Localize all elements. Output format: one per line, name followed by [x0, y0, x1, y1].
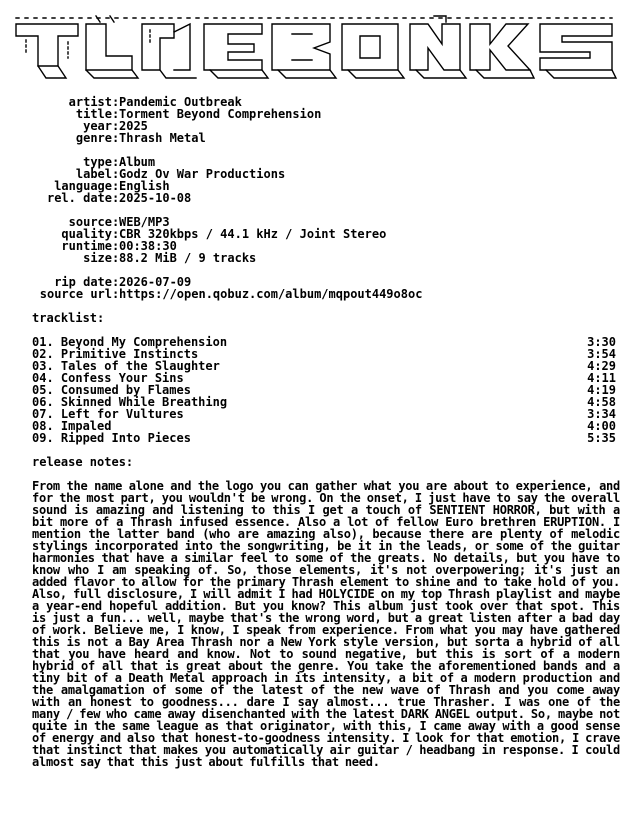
logo-letter-3: [142, 24, 196, 78]
meta-key: label: [75, 167, 112, 181]
track-title: 08. Impaled: [32, 419, 112, 433]
meta-row-quality: quality : CBR 320kbps / 44.1 kHz / Joint Stereo: [12, 228, 612, 240]
meta-row-rip-date: rip date : 2026-07-09: [12, 276, 612, 288]
meta-value: 2026-07-09: [119, 275, 192, 289]
meta-key: source url: [39, 287, 112, 301]
meta-row-runtime: runtime : 00:38:30: [12, 240, 612, 252]
logo-letter-1: [16, 24, 78, 78]
track-title: 07. Left for Vultures: [32, 407, 184, 421]
track-row: [32, 432, 616, 444]
meta-key: genre: [75, 131, 112, 145]
track-duration: 5:35: [587, 431, 616, 445]
logo-letter-2: [86, 16, 138, 78]
track-title: 03. Tales of the Slaughter: [32, 359, 220, 373]
release-metadata: [12, 96, 612, 300]
track-title: 06. Skinned While Breathing: [32, 395, 228, 409]
track-title: 01. Beyond My Comprehension: [32, 335, 228, 349]
track-duration: 3:30: [587, 335, 616, 349]
meta-value: WEB/MP3: [119, 215, 170, 229]
meta-row-title: title : Torment Beyond Comprehension: [12, 108, 612, 120]
meta-row-size: size : 88.2 MiB / 9 tracks: [12, 252, 612, 264]
meta-key: source: [68, 215, 112, 229]
track-title: 02. Primitive Instincts: [32, 347, 199, 361]
meta-row-source-url: source url : https://open.qobuz.com/album/mqpout449o8oc: [12, 288, 612, 300]
meta-row-rel-date: rel. date : 2025-10-08: [12, 192, 612, 204]
meta-value: Torment Beyond Comprehension: [119, 107, 322, 121]
track-title: 05. Consumed by Flames: [32, 383, 191, 397]
track-duration: 4:58: [587, 395, 616, 409]
meta-row-type: type : Album: [12, 156, 612, 168]
meta-row-source: source : WEB/MP3: [12, 216, 612, 228]
meta-value: Godz Ov War Productions: [119, 167, 286, 181]
meta-row-label: label : Godz Ov War Productions: [12, 168, 612, 180]
track-duration: 4:11: [587, 371, 616, 385]
meta-value: 88.2 MiB / 9 tracks: [119, 251, 257, 265]
group-logo-ascii-art: [14, 14, 618, 82]
meta-value: 2025-10-08: [119, 191, 192, 205]
logo-letter-7: [410, 16, 466, 78]
track-duration: 3:34: [587, 407, 616, 421]
meta-value: CBR 320kbps / 44.1 kHz / Joint Stereo: [119, 227, 387, 241]
meta-value: 2025: [119, 119, 148, 133]
meta-value: Pandemic Outbreak: [119, 95, 242, 109]
meta-value: Album: [119, 155, 156, 169]
track-title: 04. Confess Your Sins: [32, 371, 184, 385]
meta-key: rip date: [54, 275, 112, 289]
logo-letter-9: [540, 24, 616, 78]
track-duration: 4:19: [587, 383, 616, 397]
meta-key: type: [83, 155, 112, 169]
meta-row-genre: genre : Thrash Metal: [12, 132, 612, 144]
meta-key: rel. date: [46, 191, 112, 205]
meta-key: language: [54, 179, 112, 193]
release-notes-heading: release notes:: [32, 455, 134, 469]
meta-value: English: [119, 179, 170, 193]
meta-value: Thrash Metal: [119, 131, 206, 145]
track-duration: 3:54: [587, 347, 616, 361]
track-duration: 4:29: [587, 359, 616, 373]
logo-letter-5: [272, 24, 336, 78]
meta-key: runtime: [61, 239, 112, 253]
meta-key: artist: [68, 95, 112, 109]
release-notes-body: From the name alone and the logo you can gather what you are about to experience, and for the most part, you wouldn't be wrong. On the onset, I just have to say the overall sound is amazing and listening to this I get a touch of SENTIENT HORROR, but with a bit more of a Thrash infused essence. Also a lot of fellow Euro brethren ERUPTION. I mention the latter band (who are amazing also), because there are plenty of melodic stylings incorporated into the songwriting, be it in the leads, or some of the guitar harmonies that have a similar feel to some of the greats. No details, but you have to know who I am speaking of. So, those elements, it's not overpowering; it's just an added flavor to allow for the primary Thrash element to shine and to take hold of you. Also, full disclosure, I will admit I had HOLYCIDE on my top Thrash playlist and maybe a year-end hopeful addition. But you know? This album just took over that spot. This is just a fun... well, maybe that's the wrong word, but a great listen after a bad day of work. Believe me, I know, I speak from experience. From what you may have gathered this is not a Bay Area Thrash nor a New York style version, but sorta a hybrid of all that you have heard and know. Not to sound negative, but this is sort of a modern hybrid of all that is great about the genre. You take the aforementioned bands and a tiny bit of a Death Metal approach in its intensity, a bit of a modern production and the amalgamation of some of the latest of the new wave of Thrash and you come away with an honest to goodness... dare I say almost... true Thrasher. I was one of the many / few who came away disenchanted with the latest DARK ANGEL output. So, maybe not quite in the same league as that originator, with this, I came away with a good sense of energy and also that honest-to-goodness intensity. I look for that emotion, I crave that instinct that makes you automatically air guitar / headbang in response. I could almost say that this just about fulfills that need.: [32, 479, 620, 769]
meta-value: 00:38:30: [119, 239, 177, 253]
track-row: [32, 408, 616, 420]
meta-row-language: language : English: [12, 180, 612, 192]
tracklist: [32, 336, 616, 444]
meta-key: year: [83, 119, 112, 133]
track-duration: 4:00: [587, 419, 616, 433]
meta-row-year: year : 2025: [12, 120, 612, 132]
track-title: 09. Ripped Into Pieces: [32, 431, 191, 445]
meta-key: quality: [61, 227, 112, 241]
meta-key: title: [75, 107, 112, 121]
source-url-value: https://open.qobuz.com/album/mqpout449o8oc: [119, 287, 423, 301]
meta-key: size: [83, 251, 112, 265]
meta-row-artist: artist : Pandemic Outbreak: [12, 96, 612, 108]
tracklist-heading: tracklist:: [32, 311, 105, 325]
logo-letter-8: [470, 24, 534, 78]
logo-letter-6: [342, 24, 404, 78]
logo-letter-4: [204, 24, 268, 78]
